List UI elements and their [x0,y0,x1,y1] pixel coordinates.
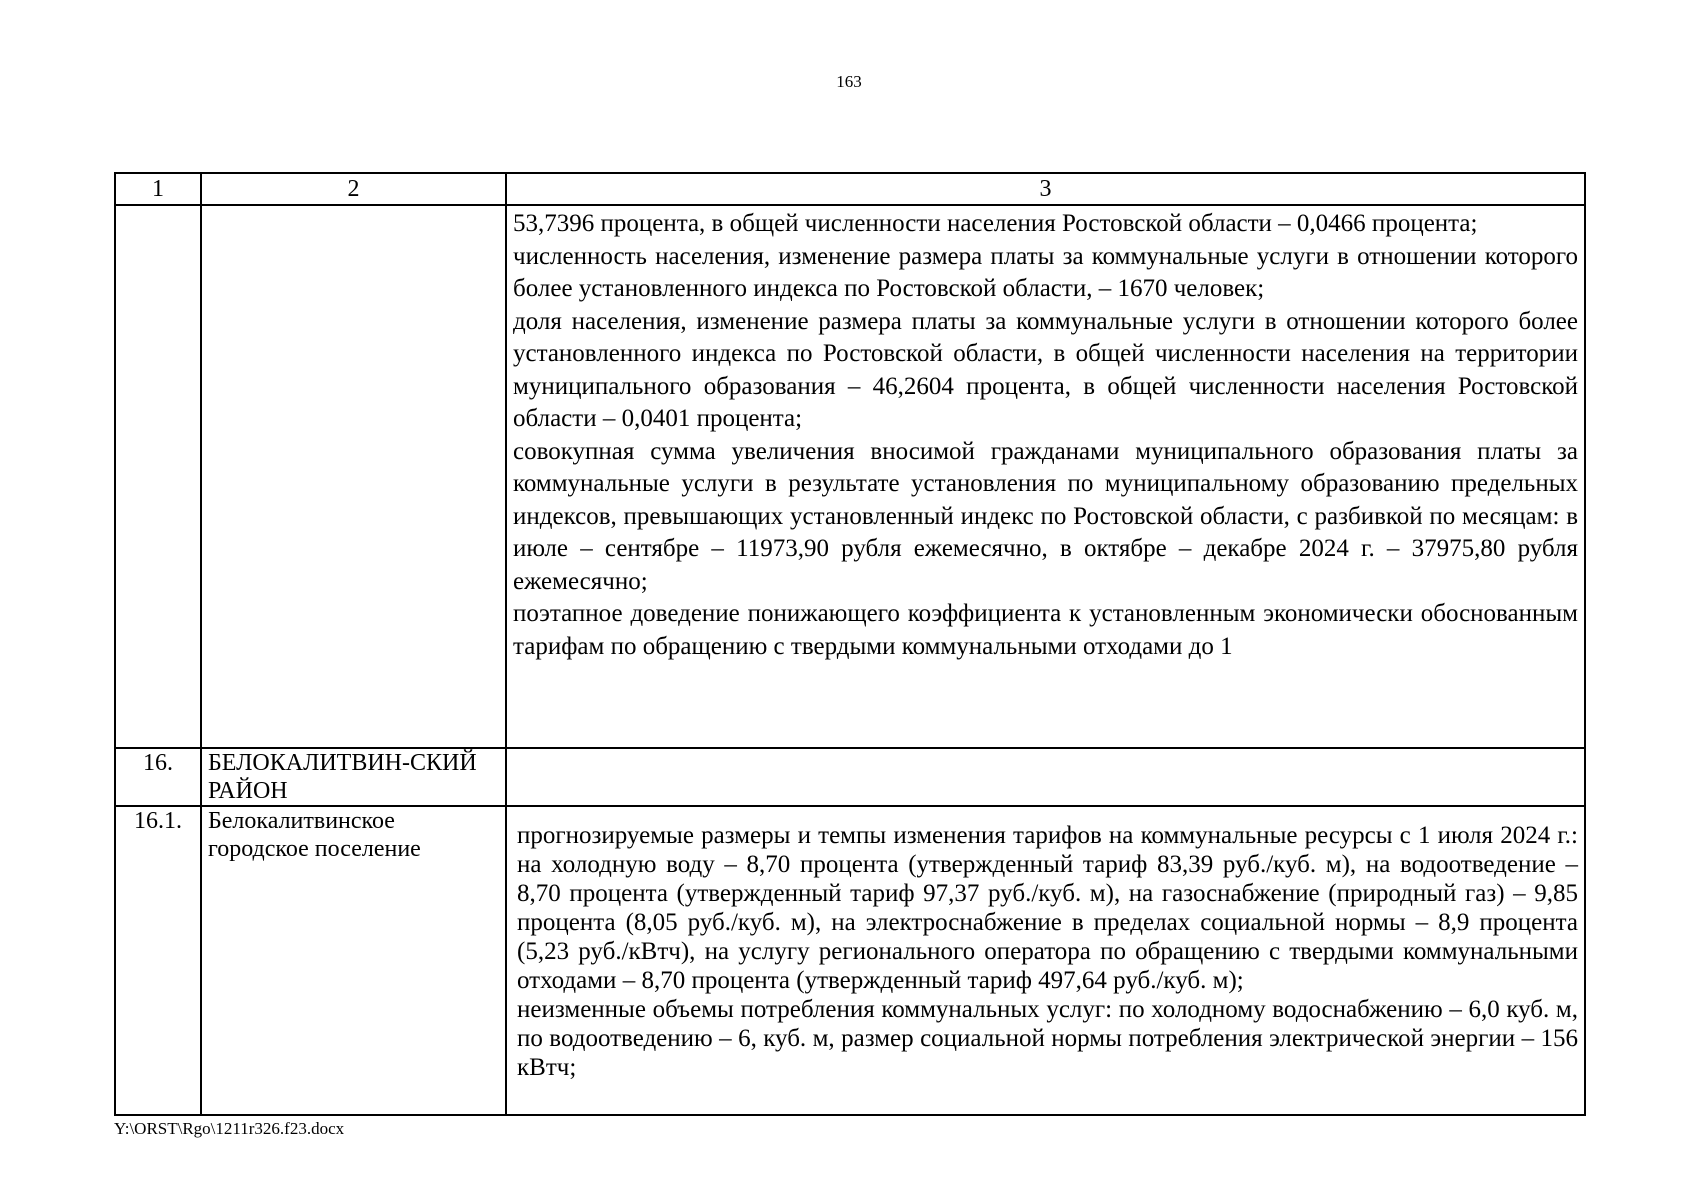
table-header-row [115,173,1585,205]
page-number: 163 [836,72,862,91]
paragraph: поэтапное доведение понижающего коэффициента к установленным экономически обоснованным тарифам по обращению с твердыми коммунальными отходами до 1 [513,600,1578,660]
paragraph: неизменные объемы потребления коммунальных услуг: по холодному водоснабжению – 6,0 куб. м, по водоотведению – 6, куб. м, размер социальной нормы потребления электрической энергии – 156 кВтч; [517,996,1578,1081]
paragraph: доля населения, изменение размера платы за коммунальные услуги в отношении которого более установленного индекса по Ростовской области, в общей численности населения на территории муниципального образования – 46,2604 процента, в общей численности населения Ростовской области – 0,0401 процента; [513,307,1578,432]
district-name: БЕЛОКАЛИТВИН-СКИЙ РАЙОН [201,748,506,806]
settlement-name: Белокалитвинское городское поселение [201,806,506,1115]
row-number: 16. [115,748,201,806]
paragraph: совокупная сумма увеличения вносимой гражданами муниципального образования платы за коммунальные услуги в результате установления по муниципальному образованию предельных индексов, превышающих установленный индекс по Ростовской области, с разбивкой по месяцам: в июле – сентябре – 11973,90 рубля ежемесячно, в октябре – декабре 2024 г. – 37975,80 рубля ежемесячно; [513,437,1578,595]
tariff-table [114,172,1586,1116]
row-number [115,205,201,748]
paragraph: 53,7396 процента, в общей численности населения Ростовской области – 0,0466 процента; [513,210,1478,237]
paragraph: прогнозируемые размеры и темпы изменения тарифов на коммунальные ресурсы с 1 июля 2024 г.: на холодную воду – 8,70 процента (утвержденный тариф 83,39 руб./куб. м), на водоотведение – 8,70 процента (утвержденный тариф 97,37 руб./куб. м), на газоснабжение (природный газ) – 9,85 процента (8,05 руб./куб. м), на электроснабжение в пределах социальной нормы – 8,9 процента (5,23 руб./кВтч), на услугу регионального оператора по обращению с твердыми коммунальными отходами – 8,70 процента (утвержденный тариф 497,64 руб./куб. м); [517,822,1578,994]
row-number: 16.1. [115,806,201,1115]
header-col-1: 1 [115,173,201,205]
row-content [506,205,1585,748]
row-content [506,806,1585,1115]
header-col-3: 3 [506,173,1585,205]
paragraph: численность населения, изменение размера платы за коммунальные услуги в отношении которого более установленного индекса по Ростовской области, – 1670 человек; [513,242,1578,302]
table-row [115,806,1585,1115]
table-row [115,205,1585,748]
file-path-footer: Y:\ORST\Rgo\1211r326.f23.docx [114,1119,345,1138]
header-col-2: 2 [201,173,506,205]
row-name [201,205,506,748]
table-row [115,748,1585,806]
row-content [506,748,1585,806]
